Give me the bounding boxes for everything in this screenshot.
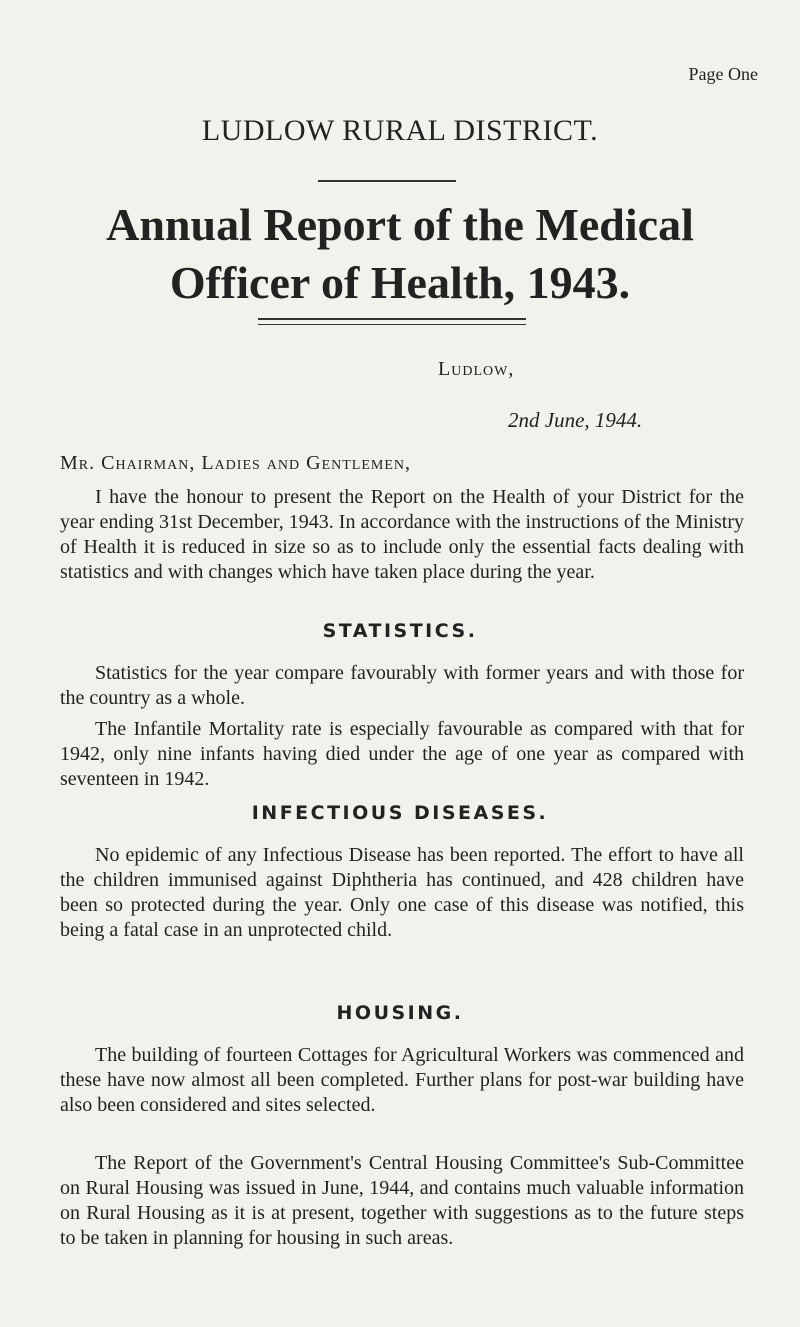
statistics-paragraph-1: Statistics for the year compare favourably with former years and with those for the country as a whole. [60,662,744,709]
housing-paragraph-1: The building of fourteen Cottages for Agricultural Workers was commenced and these have now almost all been completed. Further plans for post-war building have also been considered and sites selected. [60,1044,744,1116]
salutation: Mr. Chairman, Ladies and Gentlemen, [60,452,411,474]
report-title [0,196,800,312]
double-divider-rule [258,318,526,325]
housing-paragraph-2: The Report of the Government's Central Housing Committee's Sub-Committee on Rural Housing was issued in June, 1944, and contains much valuable information on Rural Housing as it is at present, together with suggestions as to the future steps to be taken in planning for housing in such areas. [60,1152,744,1249]
report-title-line-2: Officer of Health, 1943. [169,257,631,308]
page-number: Page One [688,64,758,84]
infectious-diseases-heading: INFECTIOUS DISEASES. [251,802,549,824]
place-line: Ludlow, [438,358,515,380]
infectious-diseases-paragraph: No epidemic of any Infectious Disease has been reported. The effort to have all the children immunised against Diphtheria has continued, and 428 children have been so protected during the year. Only one case of this disease was notified, this being a fatal case in an unprotected child. [60,844,744,941]
intro-paragraph: I have the honour to present the Report on the Health of your District for the year ending 31st December, 1943. In accordance with the instructions of the Ministry of Health it is reduced in size so as to include only the essential facts dealing with statistics and with changes which have taken place during the year. [60,486,744,583]
statistics-heading: STATISTICS. [322,620,478,642]
report-title-line-1: Annual Report of the Medical [106,199,694,250]
district-name: LUDLOW RURAL DISTRICT. [201,114,599,147]
date-line: 2nd June, 1944. [508,408,643,432]
statistics-paragraph-2: The Infantile Mortality rate is especially favourable as compared with that for 1942, only nine infants having died under the age of one year as compared with seventeen in 1942. [60,718,744,790]
housing-heading: HOUSING. [336,1002,464,1024]
divider-rule [318,180,456,182]
